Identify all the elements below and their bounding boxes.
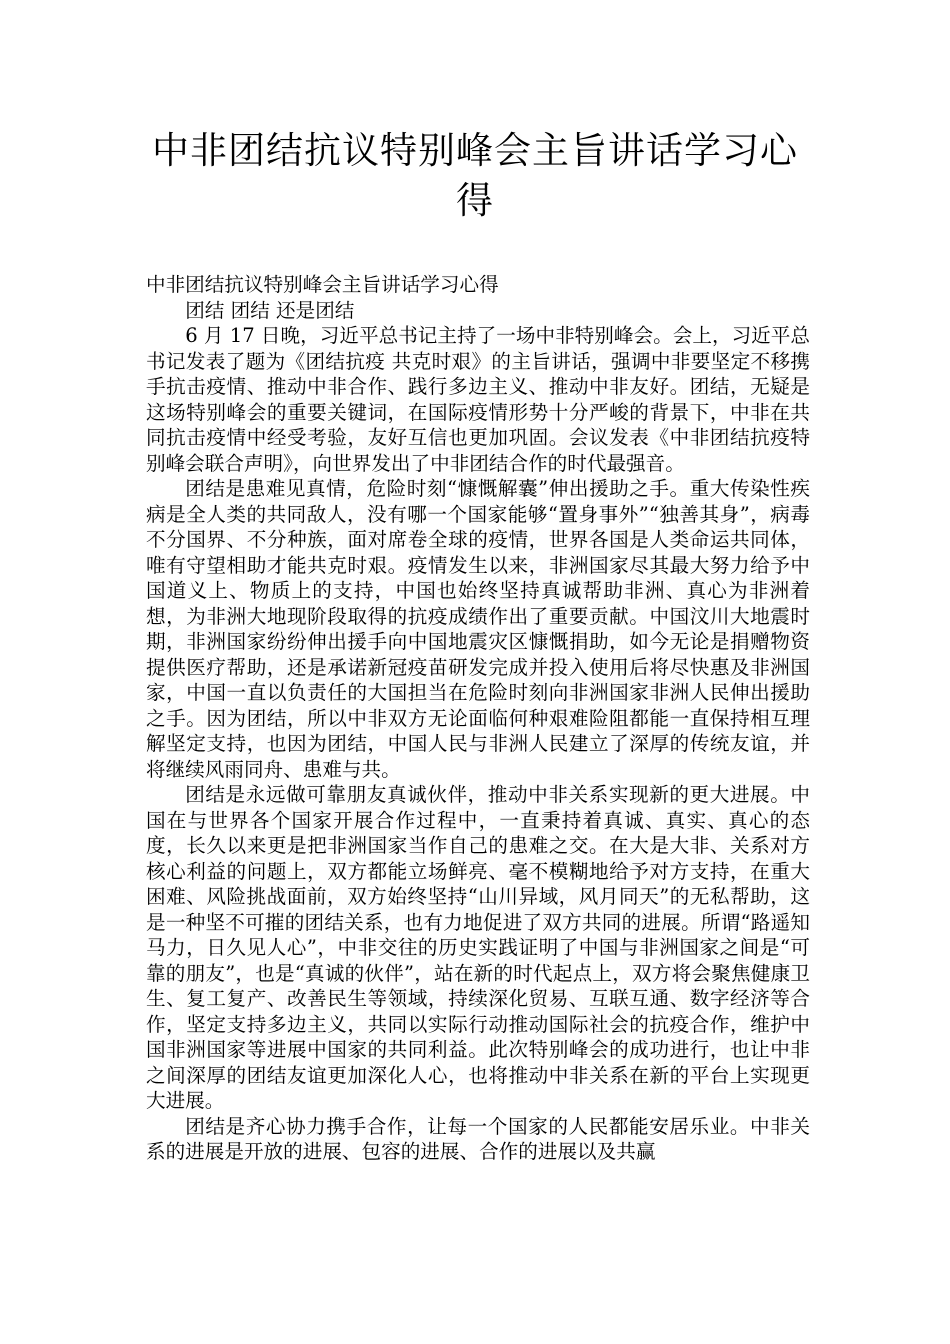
document-title: 中非团结抗议特别峰会主旨讲话学习心得 (152, 129, 798, 222)
paragraph-2: 团结是患难见真情，危险时刻“慷慨解囊”伸出援助之手。重大传染性疾病是全人类的共同敌人，没有哪一个国家能够“置身事外”“独善其身”，病毒不分国界、不分种族，面对席卷全球的疫情，世界各国是人类命运共同体，唯有守望相助才能共克时艰。疫情发生以来，非洲国家尽其最大努力给予中国道义上、物质上的支持，中国也始终坚持真诚帮助非洲、真心为非洲着想，为非洲大地现阶段取得的抗疫成绩作出了重要贡献。中国汶川大地震时期，非洲国家纷纷伸出援手向中国地震灾区慷慨捐助，如今无论是捐赠物资提供医疗帮助，还是承诺新冠疫苗研发完成并投入使用后将尽快惠及非洲国家，中国一直以负责任的大国担当在危险时刻向非洲国家非洲人民伸出援助之手。因为团结，所以中非双方无论面临何种艰难险阻都能一直保持相互理解坚定支持，也因为团结，中国人民与非洲人民建立了深厚的传统友谊，并将继续风雨同舟、患难与共。 (146, 477, 810, 781)
paragraph-1: 6 月 17 日晚，习近平总书记主持了一场中非特别峰会。会上，习近平总书记发表了题为《团结抗疫 共克时艰》的主旨讲话，强调中非要坚定不移携手抗击疫情、推动中非合作、践行多边主义、推动中非友好。团结，无疑是这场特别峰会的重要关键词，在国际疫情形势十分严峻的背景下，中非在共同抗击疫情中经受考验，友好互信也更加巩固。会议发表《中非团结抗疫特别峰会联合声明》，向世界发出了中非团结合作的时代最强音。 (146, 324, 810, 475)
paragraph-4: 团结是齐心协力携手合作，让每一个国家的人民都能安居乐业。中非关系的进展是开放的进展、包容的进展、合作的进展以及共赢 (146, 1114, 810, 1163)
section-heading: 团结 团结 还是团结 (185, 298, 355, 322)
paragraph-3: 团结是永远做可靠朋友真诚伙伴，推动中非关系实现新的更大进展。中国在与世界各个国家开展合作过程中，一直秉持着真诚、真实、真心的态度，长久以来更是把非洲国家当作自己的患难之交。在大是大非、关系对方核心利益的问题上，双方都能立场鲜亮、毫不模糊地给予对方支持，在重大困难、风险挑战面前，双方始终坚持“山川异域，风月同天”的无私帮助，这是一种坚不可摧的团结关系，也有力地促进了双方共同的进展。所谓“路遥知马力，日久见人心”，中非交往的历史实践证明了中国与非洲国家之间是“可靠的朋友”，也是“真诚的伙伴”，站在新的时代起点上，双方将会聚焦健康卫生、复工复产、改善民生等领域，持续深化贸易、互联互通、数字经济等合作，坚定支持多边主义，共同以实际行动推动国际社会的抗疫合作，维护中国非洲国家等进展中国家的共同利益。此次特别峰会的成功进行，也让中非之间深厚的团结友谊更加深化人心，也将推动中非关系在新的平台上实现更大进展。 (146, 783, 810, 1112)
subtitle-line: 中非团结抗议特别峰会主旨讲话学习心得 (146, 273, 499, 296)
document-body (146, 272, 810, 1165)
